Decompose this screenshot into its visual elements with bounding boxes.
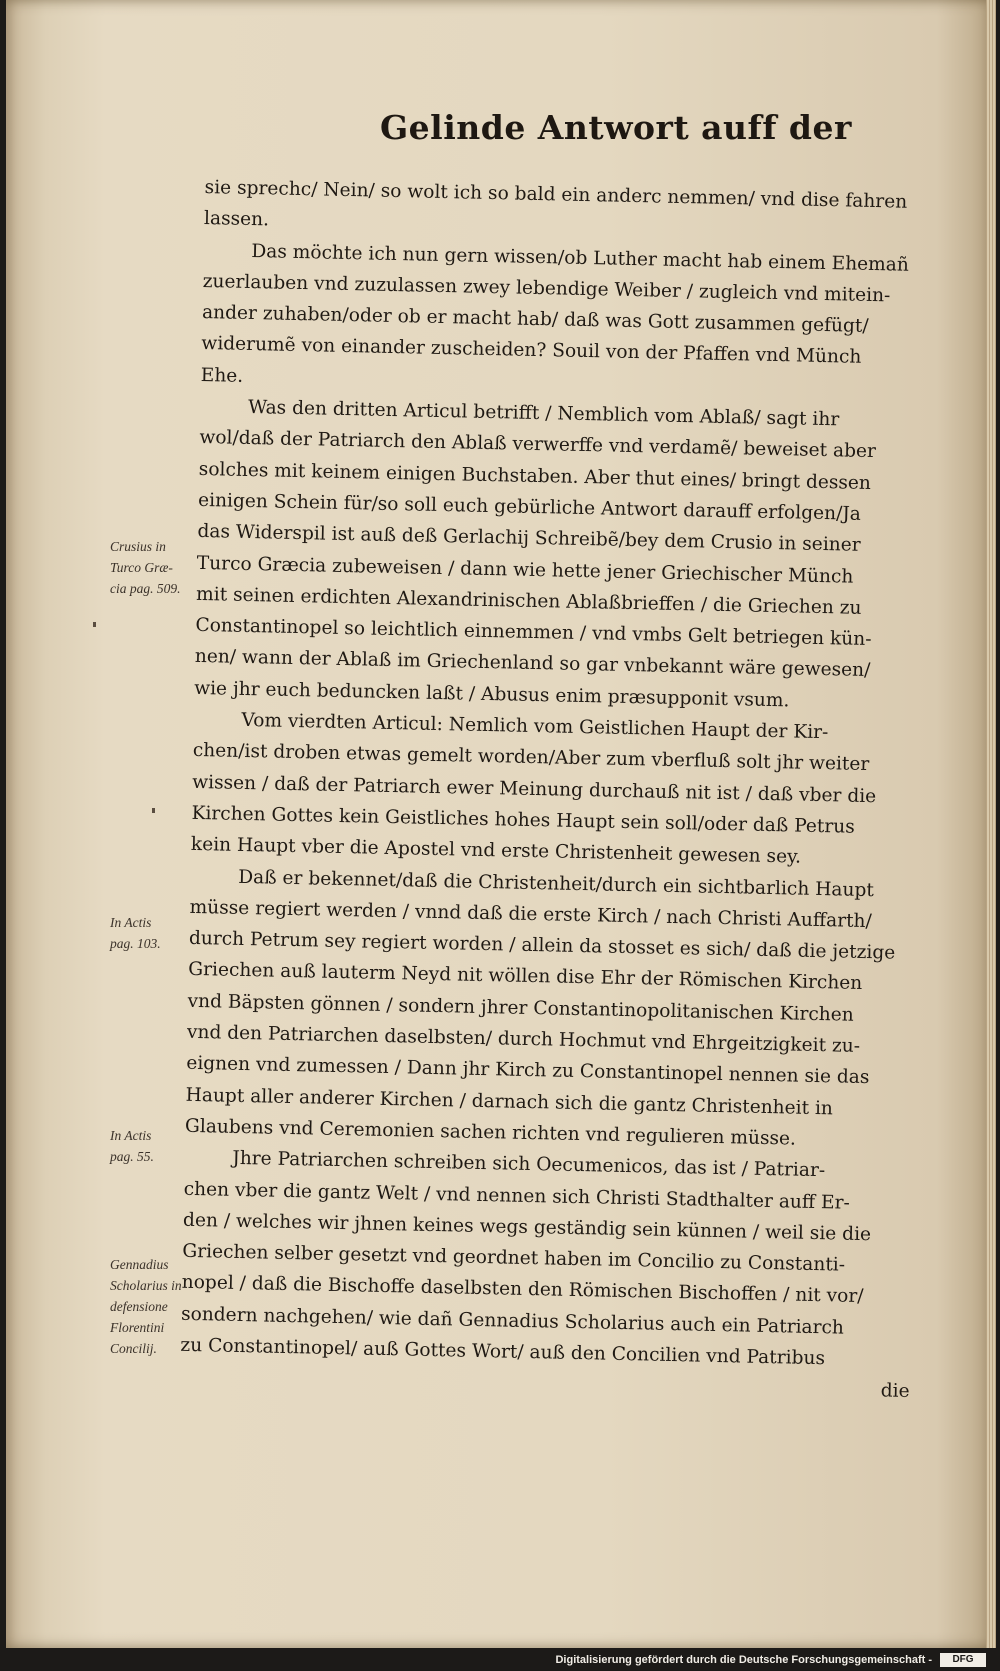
margin-note-line: Turco Græ- (110, 560, 173, 575)
text-line: müsse regiert werden / vnnd daß die erste Kirch / nach Christi Auffarth/ (189, 896, 873, 932)
margin-note-line: Scholarius in (110, 1278, 182, 1293)
text-line: durch Petrum sey regiert worden / allein da stosset es sich/ daß die jetzige (188, 927, 896, 964)
margin-note-crusius (110, 536, 202, 599)
text-line: solches mit keinem einigen Buchstaben. Aber thut eines/ bringt dessen (198, 458, 872, 494)
text-line: den / welches wir jhnen keines wegs geständig sein künnen / weil sie die (182, 1209, 872, 1245)
text-line: wol/daß der Patriarch den Ablaß verwerffe vnd verdamẽ/ beweiset aber (199, 427, 877, 463)
body-text (179, 172, 974, 1408)
margin-note-line: Crusius in (110, 539, 166, 554)
ink-mark (152, 808, 155, 813)
margin-note-line: defensione (110, 1299, 168, 1314)
text-line: Daß er bekennet/daß die Christenheit/durch ein sichtbarlich Haupt (238, 866, 875, 901)
text-line: Jhre Patriarchen schreiben sich Oecumenicos, das ist / Patriar- (232, 1147, 826, 1182)
text-line: Glaubens vnd Ceremonien sachen richten vnd regulieren müsse. (184, 1115, 797, 1150)
text-line: mit seinen erdichten Alexandrinischen Ablaßbrieffen / die Griechen zu (195, 583, 862, 619)
margin-note-line: pag. 55. (110, 1149, 154, 1164)
margin-note-line: Florentini (110, 1320, 165, 1335)
margin-note-gennadius (110, 1254, 202, 1359)
text-line: Kirchen Gottes kein Geistliches hohes Haupt sein soll/oder daß Petrus (191, 802, 855, 838)
running-title: Gelinde Antwort auff der (380, 108, 852, 147)
text-line: Turco Græcia zubeweisen / dann wie hette jener Griechischer Münch (196, 552, 854, 588)
margin-note-actis-55 (110, 1125, 202, 1167)
text-line: chen vber die gantz Welt / vnd nennen sich Christi Stadthalter auff Er- (183, 1178, 850, 1214)
text-line: Haupt aller anderer Kirchen / darnach sich die gantz Christenheit in (185, 1084, 834, 1119)
text-line: widerumẽ von einander zuscheiden? Souil von der Pfaffen vnd Münch (201, 333, 862, 369)
text-line: sondern nachgehen/ wie dañ Gennadius Scholarius auch ein Patriarch (180, 1303, 845, 1339)
margin-note-line: In Actis (110, 915, 152, 930)
text-line: zuerlauben vnd zuzulassen zwey lebendige Weiber / zugleich vnd mitein- (202, 270, 891, 307)
text-line: vnd den Patriarchen daselbsten/ durch Hochmut vnd Ehrgeitzigkeit zu- (186, 1021, 861, 1057)
footer-credit: Digitalisierung gefördert durch die Deutsche Forschungsgemeinschaft - (555, 1654, 932, 1666)
text-line: nopel / daß die Bischoffe daselbsten den Römischen Bischoffen / nit vor/ (181, 1272, 864, 1308)
text-line: ander zuhaben/oder ob er macht hab/ daß was Gott zusammen gefügt/ (201, 302, 869, 338)
margin-note-line: pag. 103. (110, 936, 161, 951)
ink-mark (93, 622, 96, 627)
text-line: Griechen auß lauterm Neyd nit wöllen dise Ehr der Römischen Kirchen (188, 959, 863, 995)
text-line: wie jhr euch beduncken laßt / Abusus enim præsupponit vsum. (193, 677, 790, 712)
text-line: eignen vnd zumessen / Dann jhr Kirch zu Constantinopel nennen sie das (186, 1053, 870, 1089)
digitization-footer (0, 1650, 1000, 1671)
text-line: chen/ist droben etwas gemelt worden/Aber zum vberfluß solt jhr weiter (192, 740, 870, 776)
text-line: Vom vierdten Articul: Nemlich vom Geistlichen Haupt der Kir- (241, 709, 829, 744)
margin-note-actis-103 (110, 912, 202, 954)
text-line: Constantinopel so leichtlich einnemmen / vnd vmbs Gelt betriegen kün- (195, 615, 872, 651)
text-line: zu Constantinopel/ auß Gottes Wort/ auß den Concilien vnd Patribus (180, 1334, 826, 1370)
text-line: nen/ wann der Ablaß im Griechenland so gar vnbekannt wäre gewesen/ (194, 646, 871, 682)
text-line: Griechen selber gesetzt vnd geordnet haben im Concilio zu Constanti- (182, 1240, 846, 1276)
margin-note-line: cia pag. 509. (110, 581, 181, 596)
text-line: lassen. (203, 208, 270, 231)
text-line: kein Haupt vber die Apostel vnd erste Christenheit gewesen sey. (190, 834, 802, 868)
text-line: das Widerspil ist auß deß Gerlachij Schreibẽ/bey dem Crusio in seiner (197, 521, 861, 557)
catchword: die (880, 1380, 910, 1403)
dfg-logo: DFG (940, 1653, 986, 1667)
text-line: vnd Bäpsten gönnen / sondern jhrer Constantinopolitanischen Kirchen (187, 990, 854, 1026)
text-line: einigen Schein für/so soll euch gebürliche Antwort darauff erfolgen/Ja (197, 489, 862, 525)
text-line: Was den dritten Articul betrifft / Nemblich vom Ablaß/ sagt ihr (247, 397, 840, 431)
margin-note-line: Gennadius (110, 1257, 169, 1272)
text-line: Das möchte ich nun gern wissen/ob Luther macht hab einem Ehemañ (251, 240, 910, 276)
text-line: sie sprechc/ Nein/ so wolt ich so bald ein anderc nemmen/ vnd dise fahren (204, 176, 908, 213)
text-line: Ehe. (200, 364, 244, 387)
page-edge (986, 0, 996, 1648)
margin-note-line: Concilij. (110, 1341, 157, 1356)
text-line: wissen / daß der Patriarch ewer Meinung durchauß nit ist / daß vber die (192, 771, 877, 807)
margin-note-line: In Actis (110, 1128, 152, 1143)
